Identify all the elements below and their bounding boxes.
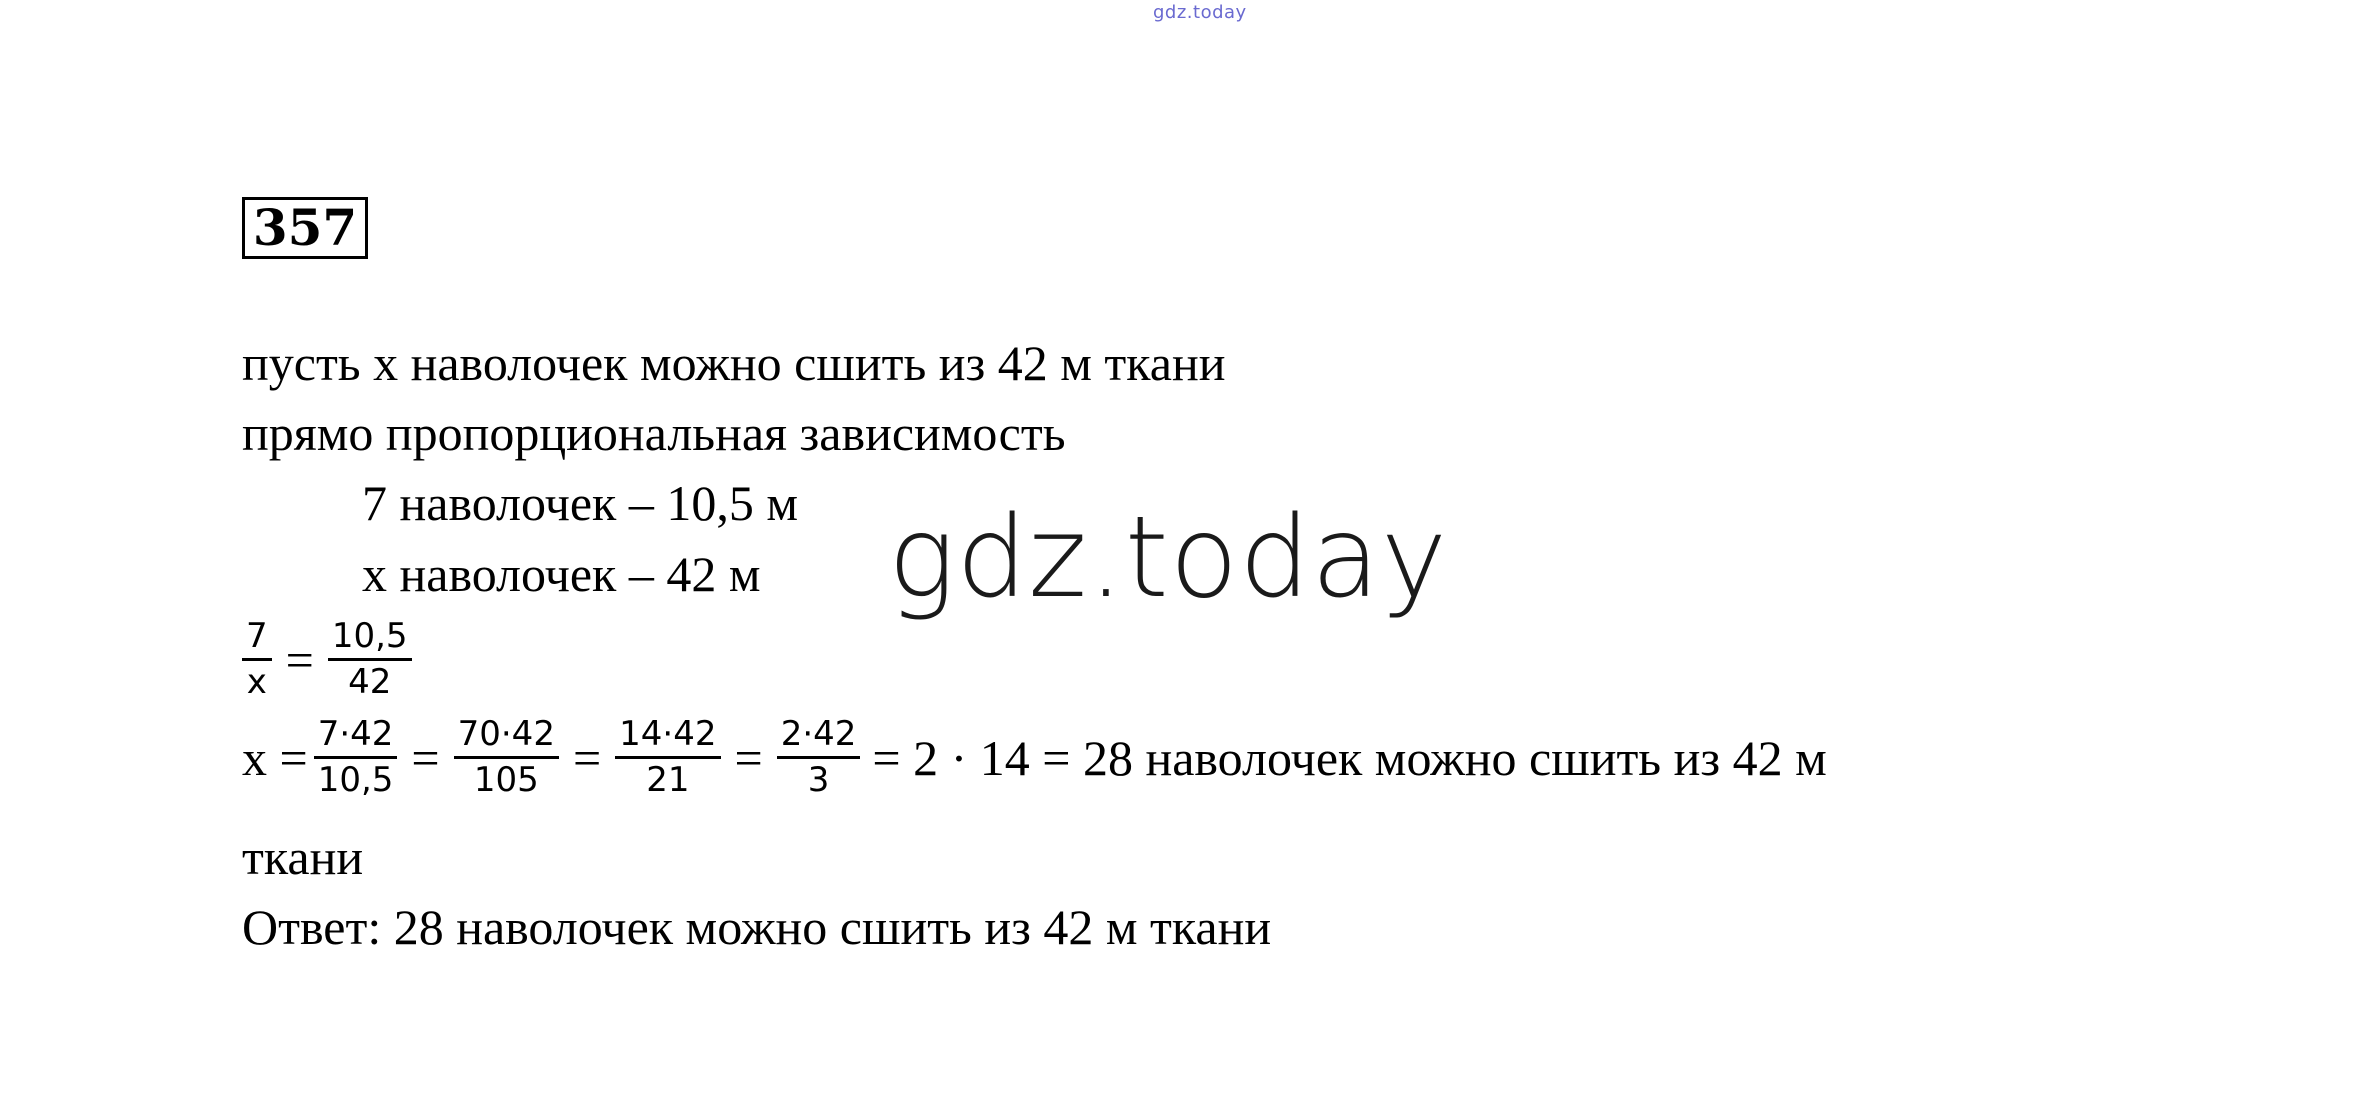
top-watermark-text: gdz.today [1153, 2, 1247, 23]
fraction-denominator: x [246, 662, 267, 703]
fraction-7-over-x [242, 618, 272, 702]
center-watermark-text: gdz.today [888, 493, 1449, 623]
fraction-numerator: 14·42 [615, 716, 720, 759]
fraction-step-1 [314, 716, 398, 800]
proportion-equation [236, 618, 418, 702]
fraction-numerator: 2·42 [777, 716, 861, 759]
fraction-numerator: 70·42 [454, 716, 559, 759]
task-number-box: 357 [242, 197, 368, 259]
text-line-given-7: 7 наволочек – 10,5 м [362, 475, 798, 531]
answer-line: Ответ: 28 наволочек можно сшить из 42 м ткани [242, 899, 1272, 955]
fraction-denominator: 105 [473, 760, 539, 801]
fraction-step-4 [777, 716, 861, 800]
fraction-numerator: 10,5 [328, 618, 412, 661]
fraction-denominator: 10,5 [317, 760, 394, 801]
fraction-denominator: 42 [348, 662, 392, 703]
fraction-denominator: 21 [646, 760, 690, 801]
fraction-numerator: 7 [242, 618, 272, 661]
equals-sign: = [411, 729, 440, 786]
equals-sign: = [572, 729, 602, 786]
text-line-given-x: х наволочек – 42 м [362, 546, 761, 602]
solution-lhs: x = [242, 729, 308, 786]
text-line-assumption: пусть х наволочек можно сшить из 42 м ткани [242, 335, 1226, 391]
solution-equation [242, 716, 1827, 800]
fraction-denominator: 3 [807, 760, 830, 801]
fraction-step-2 [454, 716, 559, 800]
solution-continuation: ткани [242, 829, 364, 885]
equals-sign: = [734, 729, 763, 786]
fraction-step-3 [615, 716, 720, 800]
text-line-dependency: прямо пропорциональная зависимость [242, 405, 1066, 461]
equals-sign: = [285, 631, 314, 688]
fraction-numerator: 7·42 [314, 716, 398, 759]
solution-result-text: = 2 · 14 = 28 наволочек можно сшить из 42 м [872, 729, 1827, 786]
fraction-10-5-over-42 [328, 618, 412, 702]
